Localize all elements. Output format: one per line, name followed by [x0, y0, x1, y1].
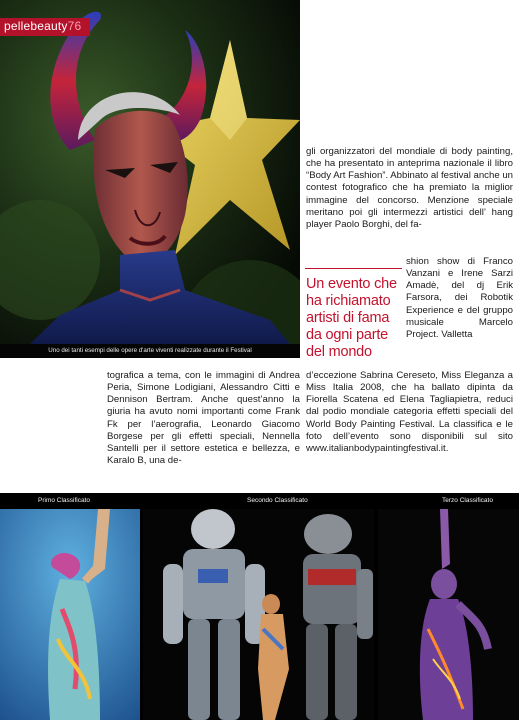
article-paragraph: shion show di Franco Vanzani e Irene Sarzi Amadè, del dj Erik Farsora, dei Robotik Experience e del gruppo musicale Marcelo Project. Valletta: [406, 256, 513, 340]
hero-photo: [0, 0, 300, 344]
article-paragraph: d’eccezione Sabrina Cereseto, Miss Eleganza a Miss Italia 2008, che ha ballato dipinta da Fiorella Scatena ed Elena Tagliapietra, reduci dal podio mondiale categoria effetti speciali del World Body Painting Festival. La classifica e le foto dell’evento sono disponibili sul sito www.italianbodypaintingfestival.it.: [306, 370, 513, 454]
page-header: [0, 18, 90, 36]
first-place-photo: [0, 509, 140, 720]
page-number: 76: [67, 19, 82, 33]
pull-quote: Un evento che ha richiamato artisti di fama da ogni parte del mondo: [306, 276, 397, 360]
pull-quote-rule: [305, 268, 402, 269]
article-column-right-narrow: [406, 256, 513, 341]
article-column-right-top: [306, 146, 513, 231]
hero-caption: Uno dei tanti esempi delle opere d'arte viventi realizzate durante il Festival: [0, 344, 300, 358]
article-column-left-bottom: [107, 370, 300, 467]
article-column-right-bottom: [306, 370, 513, 455]
article-paragraph: tografica a tema, con le immagini di Andrea Peria, Simone Lodigiani, Alessandro Citti e Dennison Bertram. Anche quest’anno la giuria ha avuto nomi importanti come Frank Fk per l’aerografia, Leonardo Giacomo Borgese per gli effetti speciali, Nennella Santelli per il settore estetica e bellezza, e Karalo B, una de-: [107, 370, 300, 467]
third-place-photo: [378, 509, 519, 720]
second-place-label: Secondo Classificato: [247, 497, 308, 504]
article-paragraph: gli organizzatori del mondiale di body painting, che ha presentato in anteprima nazionale il libro “Body Art Fashion”. Abbinato al festival anche un contest fotografico che ha premiato la miglior immagine del concorso. Menzione speciale meritano poi gli intermezzi artistici dell’ hang player Paolo Borghi, del fa-: [306, 146, 513, 230]
third-place-label: Terzo Classificato: [442, 497, 493, 504]
magazine-name: pellebeauty: [4, 19, 68, 33]
second-place-photo: [143, 509, 374, 720]
first-place-label: Primo Classificato: [38, 497, 91, 504]
